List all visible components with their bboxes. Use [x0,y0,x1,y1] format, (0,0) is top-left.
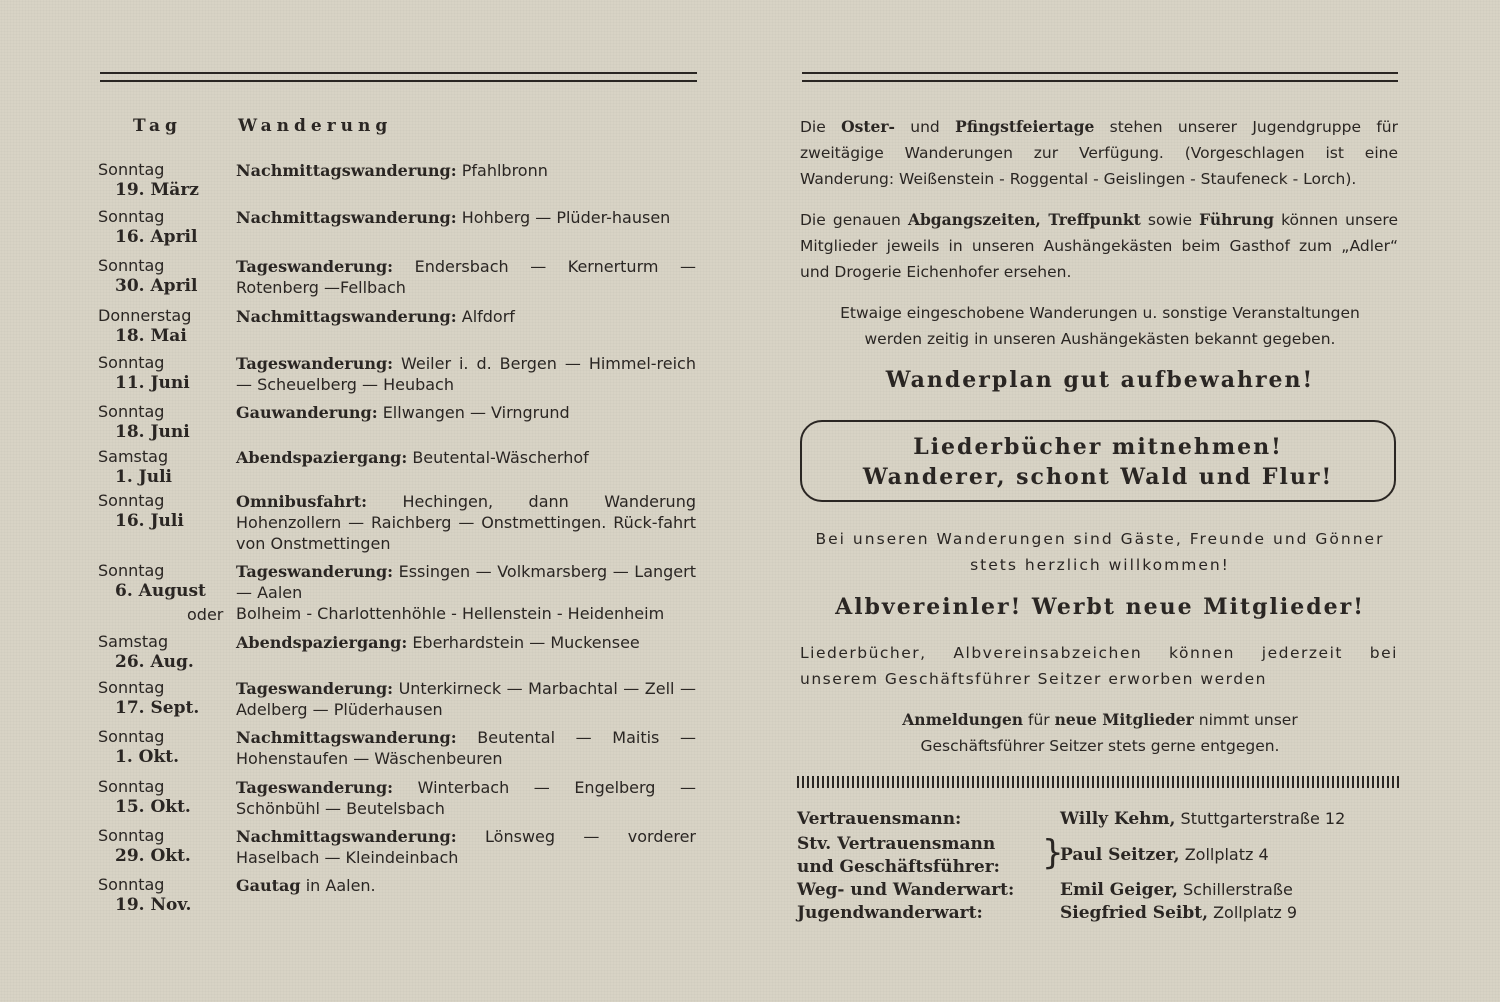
header-day: Tag [133,116,182,136]
tick-divider [797,776,1399,788]
recruit-slogan: Albvereinler! Werbt neue Mitglieder! [835,594,1365,620]
official-role: Weg- und Wanderwart: [797,880,1015,900]
entry-day: Sonntag [98,777,165,796]
entry-title: Nachmittagswanderung: [236,161,457,180]
emphasis-registration: Anmeldungen [902,710,1024,729]
emphasis-easter: Oster- [841,117,895,136]
emphasis-pentecost: Pfingstfeiertage [955,117,1095,136]
entry-date: 18. Juni [115,422,190,442]
extra-events-paragraph: Etwaige eingeschobene Wanderungen u. sonstige Veranstaltungen werden zeitig in unseren Aushängekästen bekannt gegeben. [840,304,1360,348]
entry-date: 29. Okt. [115,846,191,866]
entry-day: Sonntag [98,491,165,510]
entry-text: Ellwangen — Virngrund [382,403,570,422]
official-role: Vertrauensmann: [797,809,962,829]
entry-title: Tageswanderung: [236,354,394,373]
entry-text: Beutental-Wäscherhof [412,448,589,467]
entry-title: Gautag [236,876,301,895]
entry-date: 6. August [115,581,206,601]
entry-text: in Aalen. [305,876,376,895]
entry-day: Sonntag [98,826,165,845]
keep-plan-slogan: Wanderplan gut aufbewahren! [885,367,1315,393]
entry-title: Nachmittagswanderung: [236,307,457,326]
top-rule-left [100,72,697,82]
entry-title: Tageswanderung: [236,778,394,797]
entry-text: Lönsweg — vorderer Haselbach — Kleindeinbach [236,827,696,867]
entry-day: Samstag [98,632,169,651]
entry-or: oder [187,605,224,624]
entry-title: Nachmittagswanderung: [236,827,457,846]
entry-text: Hechingen, dann Wanderung Hohenzollern — Raichberg — Onstmettingen. Rück-fahrt von Onstmettingen [236,492,696,553]
official-role: Stv. Vertrauensmann [797,834,996,854]
entry-title: Abendspaziergang: [236,448,408,467]
entry-day: Sonntag [98,160,165,179]
songbooks-paragraph: Liederbücher, Albvereinsabzeichen können jederzeit bei unserem Geschäftsführer Seitzer erworben werden [800,644,1398,688]
entry-day: Sonntag [98,561,165,580]
entry-title: Omnibusfahrt: [236,492,368,511]
entry-date: 26. Aug. [115,652,194,672]
entry-date: 11. Juni [115,373,190,393]
official-name: Paul Seitzer, [1060,845,1180,865]
top-rule-right [802,72,1398,82]
entry-title: Nachmittagswanderung: [236,208,457,227]
entry-date: 17. Sept. [115,698,200,718]
official-role: und Geschäftsführer: [797,857,1000,877]
entry-day: Sonntag [98,875,165,894]
header-hike: Wanderung [238,116,393,136]
official-address: Zollplatz 4 [1184,845,1269,864]
official-address: Zollplatz 9 [1213,903,1298,922]
official-address: Stuttgarterstraße 12 [1180,809,1346,828]
entry-day: Sonntag [98,727,165,746]
entry-title: Tageswanderung: [236,679,394,698]
entry-text: Beutental — Maitis — Hohenstaufen — Wäschenbeuren [236,728,696,768]
entry-day: Sonntag [98,402,165,421]
entry-date: 18. Mai [115,326,187,346]
entry-date: 16. April [115,227,198,247]
entry-text: Pfahlbronn [461,161,548,180]
entry-day: Donnerstag [98,306,192,325]
entry-day: Sonntag [98,207,165,226]
entry-date: 15. Okt. [115,797,191,817]
official-name: Willy Kehm, [1060,809,1176,829]
slogan-protect-forest: Wanderer, schont Wald und Flur! [862,464,1334,490]
slogan-songbooks: Liederbücher mitnehmen! [913,434,1283,460]
entry-day: Sonntag [98,353,165,372]
holiday-paragraph: Die Oster- und Pfingstfeiertage stehen unserer Jugendgruppe für zweitägige Wanderungen zur Verfügung. (Vorgeschlagen ist eine Wanderung: Weißenstein - Roggental - Geislingen - Staufeneck - Lorch). [800,117,1398,188]
entry-date: 16. Juli [115,511,184,531]
emphasis-times: Abgangszeiten, Treffpunkt [907,210,1141,229]
entry-date: 19. März [115,180,199,200]
entry-alternative: Bolheim - Charlottenhöhle - Hellenstein - Heidenheim [236,604,665,623]
entry-title: Abendspaziergang: [236,633,408,652]
entry-text: Alfdorf [461,307,515,326]
guests-paragraph: Bei unseren Wanderungen sind Gäste, Freunde und Gönner stets herzlich willkommen! [815,530,1385,574]
slogan-box [800,420,1396,502]
entry-date: 19. Nov. [115,895,192,915]
entry-day: Samstag [98,447,169,466]
entry-text: Winterbach — Engelberg — Schönbühl — Beutelsbach [236,778,696,818]
entry-date: 1. Juli [115,467,172,487]
official-name: Emil Geiger, [1060,880,1178,900]
official-name: Siegfried Seibt, [1060,903,1208,923]
emphasis-guide: Führung [1199,210,1274,229]
entry-title: Tageswanderung: [236,562,394,581]
entry-text: Eberhardstein — Muckensee [412,633,640,652]
entry-text: Unterkirneck — Marbachtal — Zell — Adelberg — Plüderhausen [236,679,696,719]
official-role: Jugendwanderwart: [797,903,983,923]
entry-text: Hohberg — Plüder-hausen [461,208,671,227]
entry-title: Nachmittagswanderung: [236,728,457,747]
entry-text: Essingen — Volkmarsberg — Langert — Aalen [236,562,696,602]
entry-title: Tageswanderung: [236,257,394,276]
entry-text: Weiler i. d. Bergen — Himmel-reich — Scheuelberg — Heubach [236,354,696,394]
entry-date: 1. Okt. [115,747,180,767]
official-address: Schillerstraße [1183,880,1293,899]
entry-day: Sonntag [98,256,165,275]
entry-title: Gauwanderung: [236,403,378,422]
entry-day: Sonntag [98,678,165,697]
brace: } [1042,833,1064,873]
registration-paragraph: Anmeldungen für neue Mitglieder nimmt unser Geschäftsführer Seitzer stets gerne entgegen. [902,710,1298,755]
departure-paragraph: Die genauen Abgangszeiten, Treffpunkt sowie Führung können unsere Mitglieder jeweils in unseren Aushängekästen beim Gasthof zum „Adler“ und Drogerie Eichenhofer ersehen. [800,210,1398,281]
entry-text: Endersbach — Kernerturm — Rotenberg —Fellbach [236,257,696,297]
entry-date: 30. April [115,276,198,296]
emphasis-new-members: neue Mitglieder [1054,710,1194,729]
